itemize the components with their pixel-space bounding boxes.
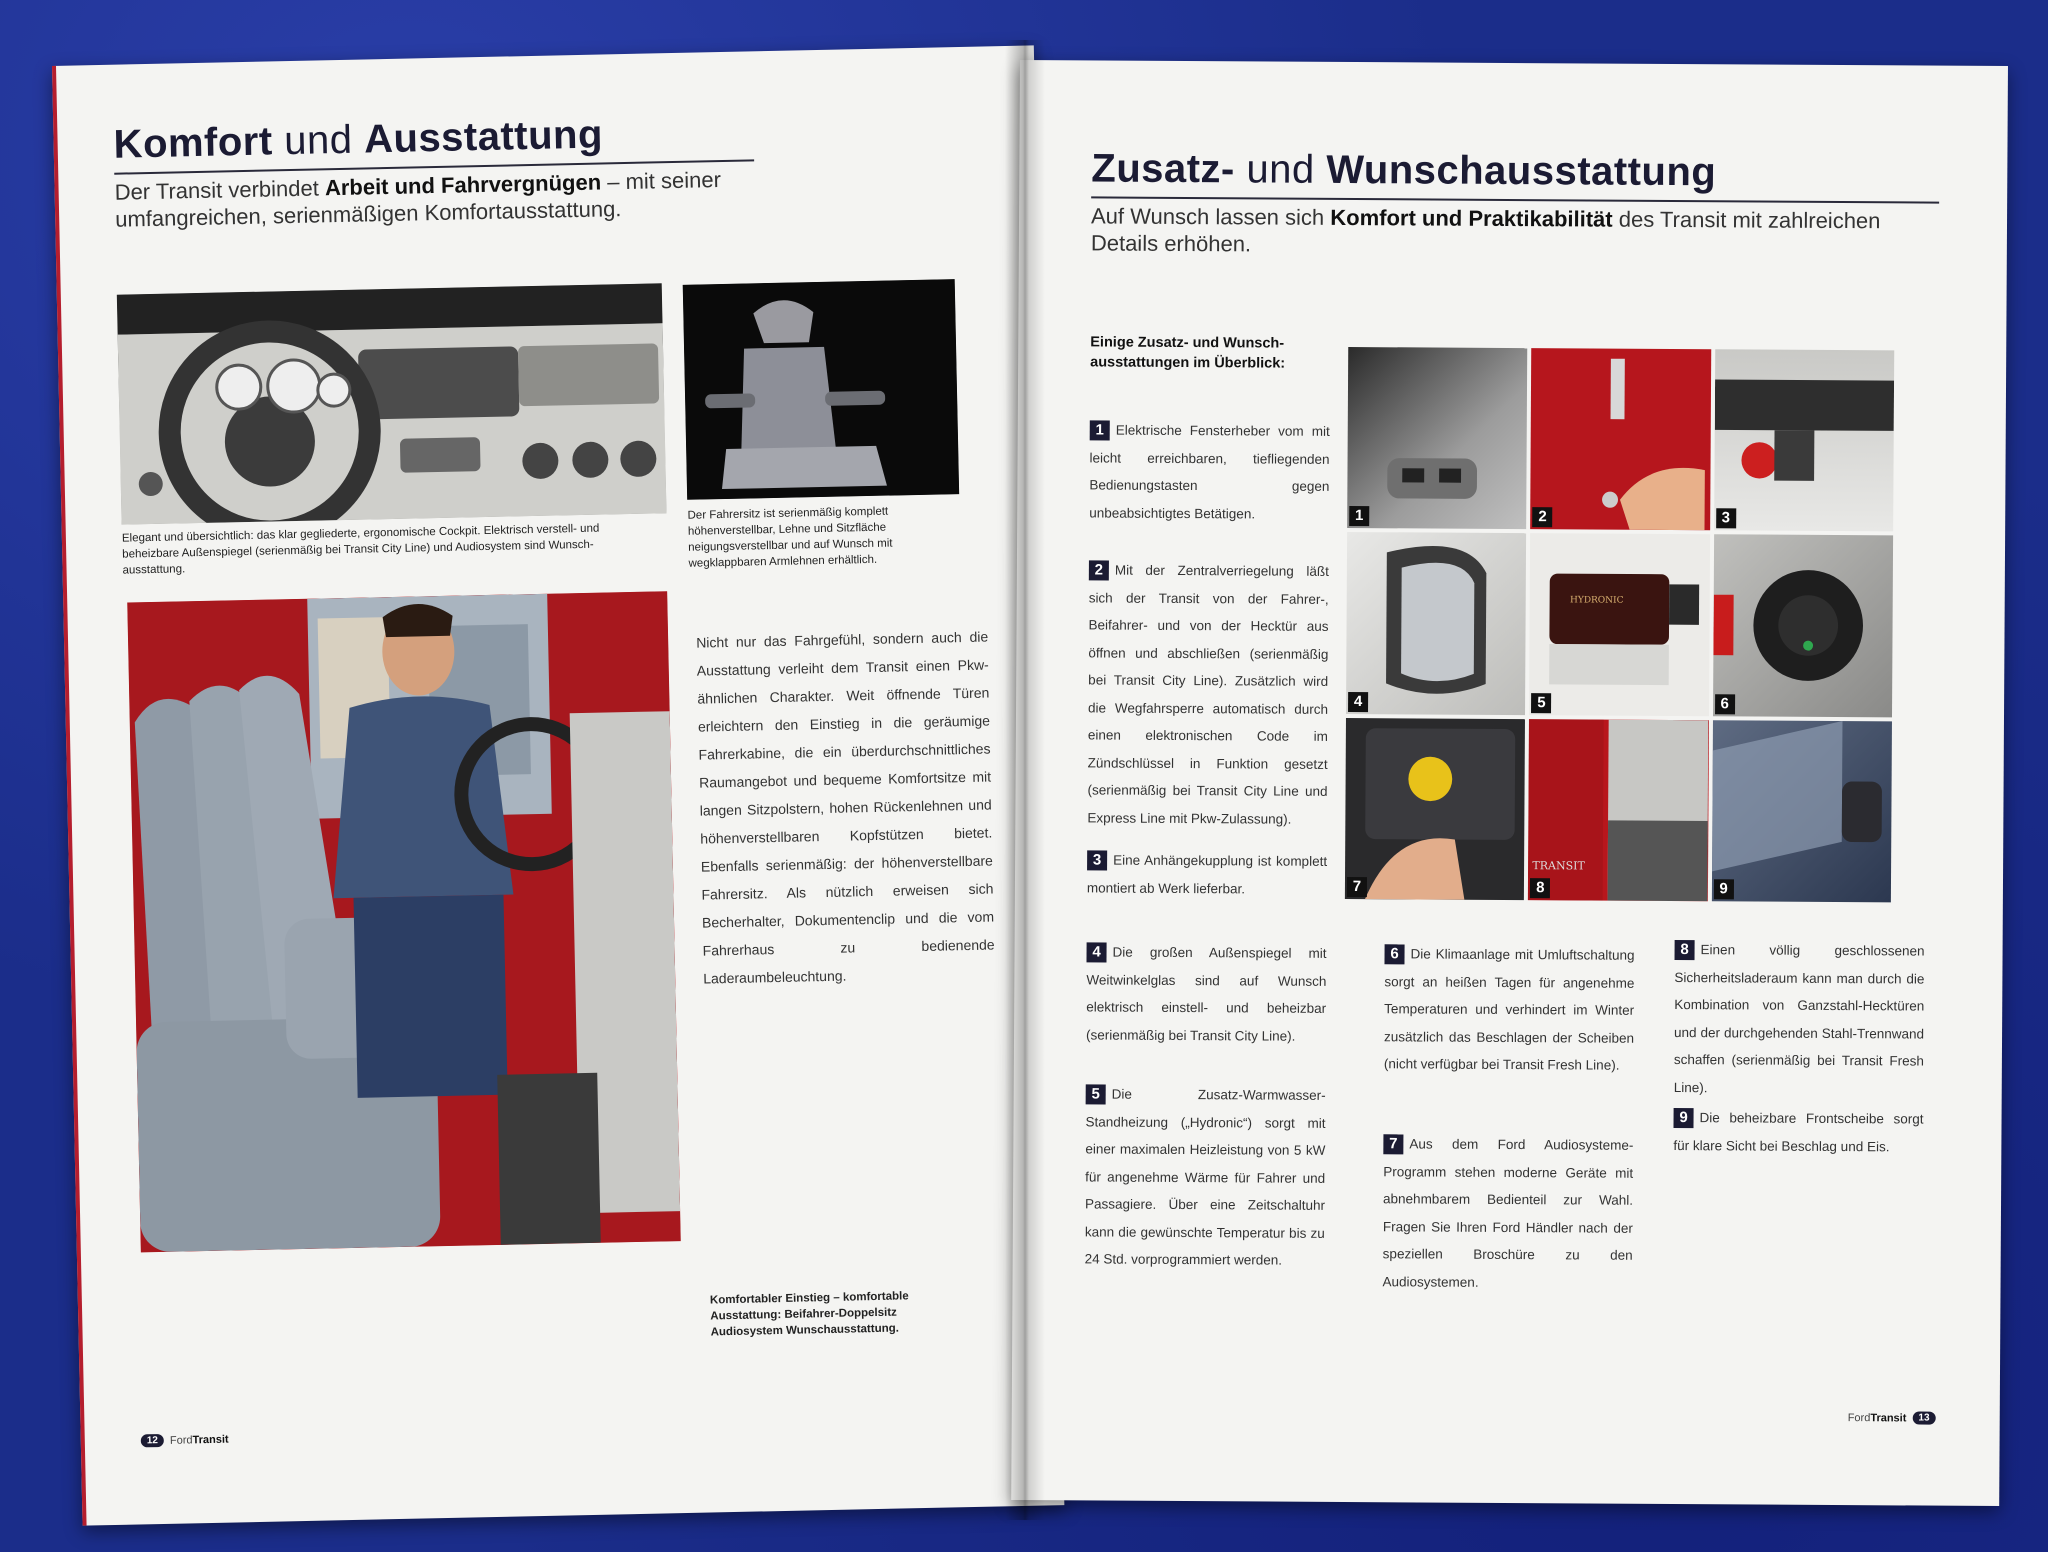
- thumbnail-heated-windscreen: [1712, 720, 1892, 902]
- thumbnail-number: 8: [1530, 878, 1550, 898]
- right-page-title: Zusatz- und Wunschausstattung: [1091, 146, 1717, 195]
- left-page-title: Komfort und Ausstattung: [113, 112, 604, 167]
- thumbnail-window-switch: [1347, 347, 1527, 529]
- feature-item-7: 7 Aus dem Ford Audiosysteme-Programm stehen moderne Geräte mit abnehmbarem Bedienteil zur Wahl. Fragen Sie Ihren Ford Händler nach der speziellen Broschüre zu den Audiosystemen.: [1382, 1135, 1634, 1290]
- feature-item-2: 2 Mit der Zentralverriegelung läßt sich der Transit von der Fahrer-, Beifahrer- und von der Hecktür aus öffnen und abschließen (serienmäßig bei Transit City Line). Zusätzlich wird die Wegfahrsperre automatisch durch einen elektronischen Code im Zündschlüssel in Funktion gesetzt (serienmäßig bei Transit City Line und Express Line mit Pkw-Zulassung).: [1087, 561, 1329, 827]
- left-footer: [141, 1433, 229, 1448]
- feature-item-5: 5 Die Zusatz-Warmwasser-Standheizung („Hydronic“) sorgt mit einer maximalen Heizleistung von 5 kW für angenehme Wärme für Fahrer und Passagiere. Über eine Zeitschaltuhr kann die gewünschte Temperatur bis zu 24 Std. vorprogrammiert werden.: [1084, 1085, 1326, 1268]
- thumbnail-tow-bar: [1714, 349, 1894, 531]
- thumbnail-number: 1: [1349, 506, 1369, 526]
- hydronic-label: HYDRONIC: [1570, 595, 1624, 607]
- thumbnail-cargo-area: [1528, 719, 1708, 901]
- cabin-interior-photo: [127, 591, 680, 1252]
- feature-thumbnail-grid: [1345, 347, 1894, 902]
- thumbnail-number: 7: [1347, 877, 1367, 897]
- thumbnail-audio-system: [1345, 718, 1525, 900]
- thumbnail-number: 3: [1716, 509, 1736, 529]
- left-intro: Der Transit verbindet Arbeit und Fahrvergnügen – mit seiner umfangreichen, serienmäßigen Komfortausstattung.: [114, 167, 722, 232]
- feature-item-3: 3 Eine Anhängekupplung ist komplett montiert ab Werk lieferbar.: [1086, 851, 1328, 896]
- thumbnail-number: 2: [1532, 507, 1552, 527]
- driver-seat-photo: [683, 279, 959, 500]
- right-footer: [1848, 1411, 1936, 1425]
- footer-brand: FordTransit: [169, 1433, 229, 1447]
- left-body-text: Nicht nur das Fahrgefühl, sondern auch die Ausstattung verleiht dem Transit einen Pkw-ähnlichen Charakter. Weit öffnende Türen erleichtern den Einstieg in die geräumige Fahrerkabine, die ein überdurchschnittliches Raumangebot und bequeme Komfortsitze mit langen Sitzpolstern, hohen Rückenlehnen und höhenverstellbaren Kopfstützen bietet. Ebenfalls serienmäßig: der höhenverstellbare Fahrersitz. Als nützlich erweisen sich Becherhalter, Dokumentenclip und die vom Fahrerhaus zu bedienende Laderaumbeleuchtung.: [696, 628, 995, 987]
- overview-heading: Einige Zusatz- und Wunsch-ausstattungen im Überblick:: [1090, 334, 1286, 372]
- thumbnail-number: 9: [1714, 879, 1734, 899]
- right-page: [1011, 60, 2008, 1506]
- cockpit-photo: [117, 283, 667, 524]
- cockpit-caption: Elegant und übersichtlich: das klar gegliederte, ergonomische Cockpit. Elektrisch verstell- und beheizbare Außenspiegel (serienmäßig bei Transit City Line) und Audiosystem sind Wunsch-ausstattung.: [121, 522, 600, 577]
- thumbnail-hydronic-heater: [1529, 533, 1709, 715]
- thumbnail-number: 4: [1348, 692, 1368, 712]
- footer-brand: FordTransit: [1847, 1411, 1907, 1424]
- page-number: 12: [141, 1434, 164, 1447]
- feature-item-8: 8 Einen völlig geschlossenen Sicherheitsladeraum kann man durch die Kombination von Ganzstahl-Hecktüren und der durchgehenden Stahl-Trennwand schaffen (serienmäßig bei Transit Fresh Line).: [1673, 941, 1925, 1095]
- feature-item-1: 1 Elektrische Fensterheber vom mit leicht erreichbaren, tiefliegenden Bedienungstasten gegen unbeabsichtigtes Betätigen.: [1089, 421, 1330, 521]
- feature-item-6: 6 Die Klimaanlage mit Umluftschaltung sorgt an heißen Tagen für angenehme Temperaturen und verhindert im Winter zusätzlich das Beschlagen der Scheiben (nicht verfügbar bei Transit Fresh Line).: [1383, 945, 1635, 1073]
- feature-item-4: 4 Die großen Außenspiegel mit Weitwinkelglas sind auf Wunsch elektrisch einstell- und beheizbar (serienmäßig bei Transit City Line).: [1086, 943, 1327, 1044]
- thumbnail-air-conditioning: [1713, 535, 1893, 717]
- thumbnail-central-locking: [1530, 348, 1710, 530]
- transit-badge-label: TRANSIT: [1532, 858, 1585, 873]
- page-number: 13: [1912, 1411, 1935, 1424]
- thumbnail-side-mirror: [1346, 532, 1526, 714]
- feature-item-9: 9 Die beheizbare Frontscheibe sorgt für klare Sicht bei Beschlag und Eis.: [1673, 1109, 1924, 1154]
- book-spine-shadow: [1005, 40, 1045, 1520]
- thumbnail-number: 5: [1531, 693, 1551, 713]
- interior-caption: Komfortabler Einstieg – komfortable Ausstattung: Beifahrer-Doppelsitz Audiosystem Wunschausstattung.: [709, 1290, 909, 1339]
- thumbnail-number: 6: [1715, 694, 1735, 714]
- driver-seat-caption: Der Fahrersitz ist serienmäßig komplett höhenverstellbar, Lehne und Sitzfläche neigungsverstellbar und auf Wunsch mit wegklappbaren Armlehnen erhältlich.: [687, 505, 893, 570]
- right-intro: Auf Wunsch lassen sich Komfort und Praktikabilität des Transit mit zahlreichen Details erhöhen.: [1090, 203, 1881, 257]
- left-page: [52, 45, 1064, 1525]
